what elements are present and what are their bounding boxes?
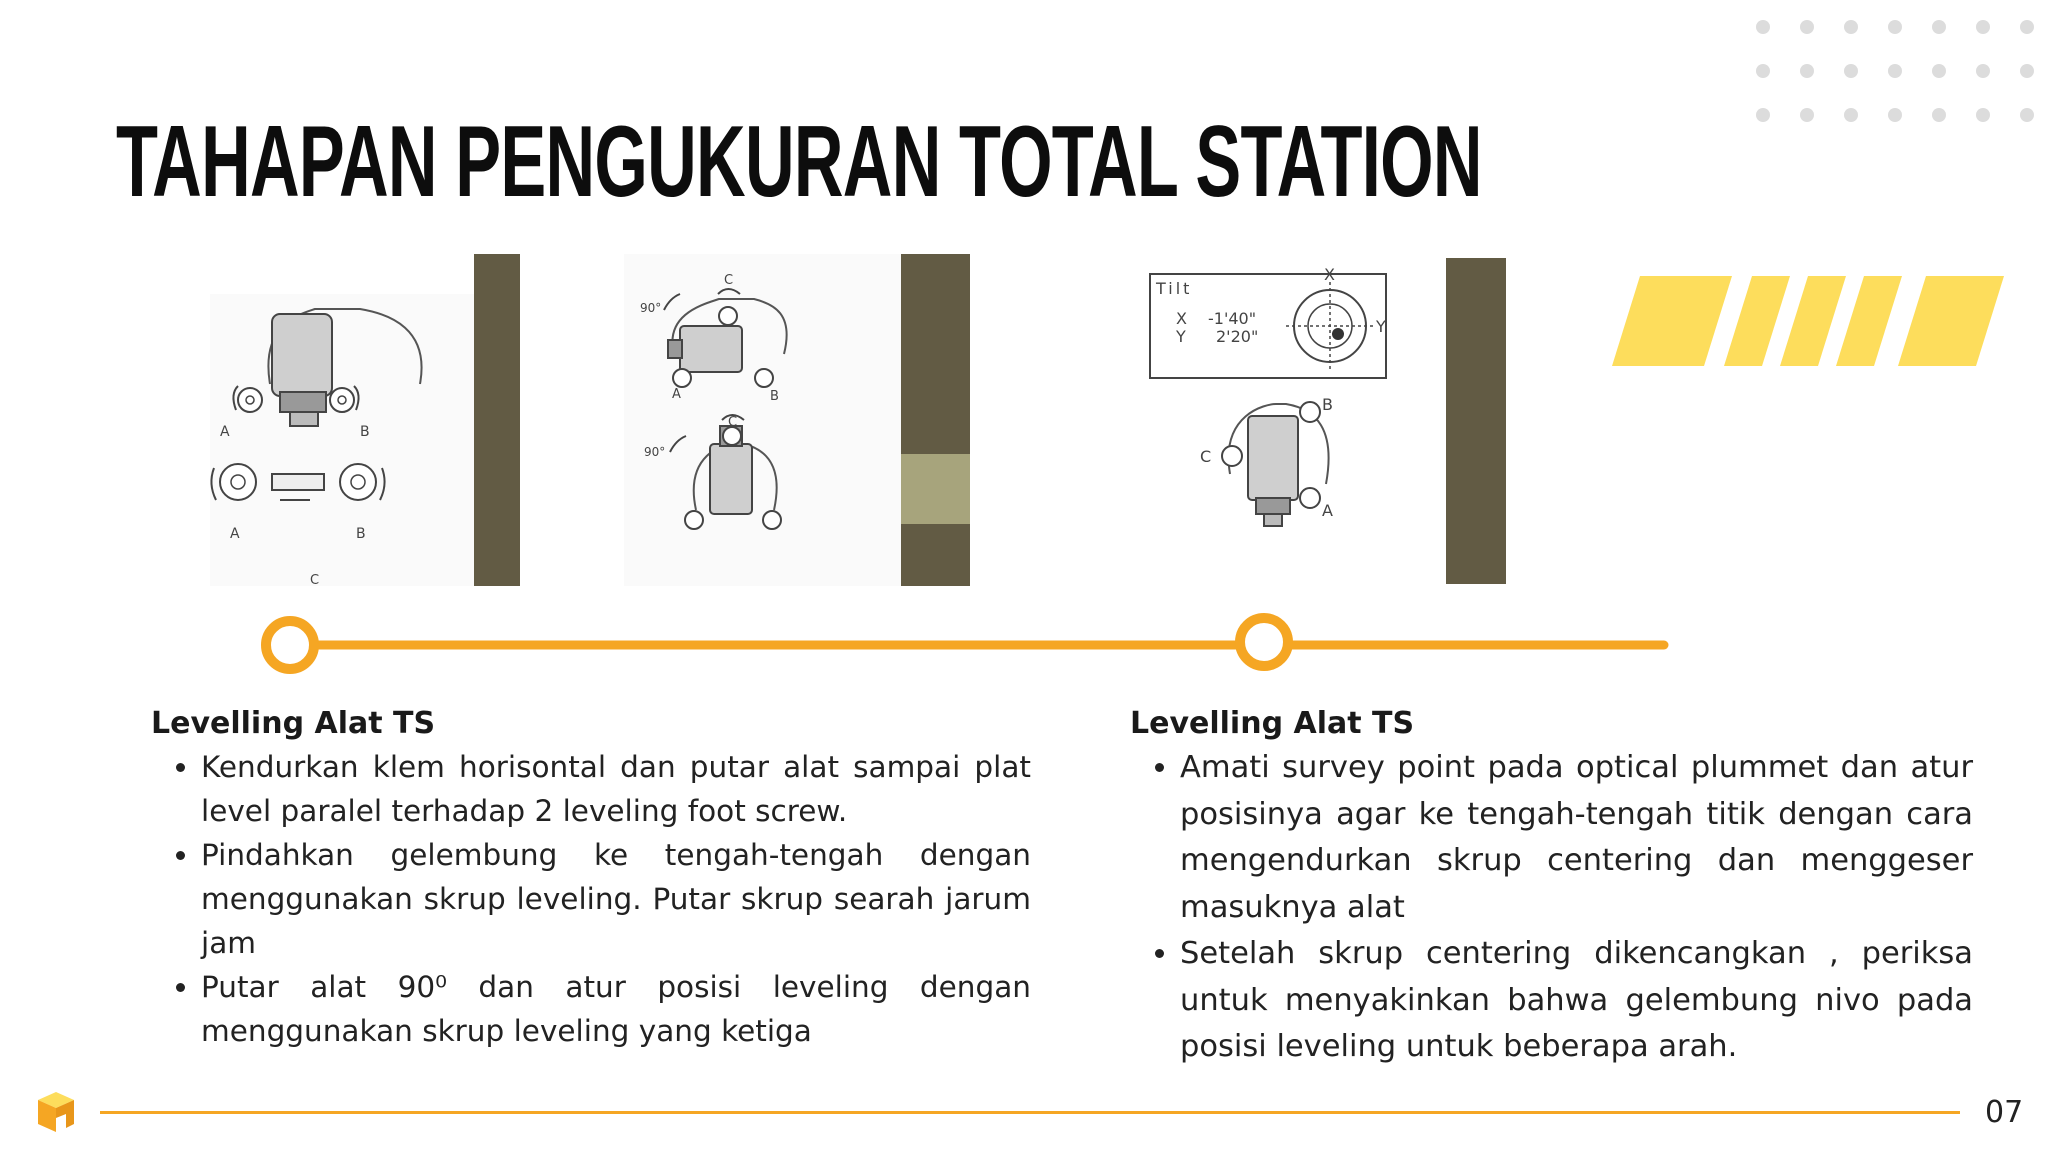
decor-dot: [1800, 20, 1814, 34]
tilt-diagram: [1146, 254, 1446, 584]
decor-dot: [2020, 20, 2034, 34]
bullet-list: [1130, 745, 1973, 1071]
label-b: B: [356, 526, 366, 542]
label-90: 90°: [640, 301, 662, 315]
label-c: C: [724, 273, 734, 288]
list-item: • Setelah skrup centering dikencangkan , periksa untuk menyakinkan bahwa gelembung nivo pada posisi leveling untuk beberapa arah.: [1180, 931, 1973, 1071]
section-right: [1130, 704, 1973, 1071]
decor-dot: [1844, 64, 1858, 78]
list-item: • Pindahkan gelembung ke tengah-tengah dengan menggunakan skrup leveling. Putar skrup searah jarum jam: [201, 833, 1031, 965]
timeline: [260, 612, 1680, 682]
decor-dot: [1756, 64, 1770, 78]
decor-dot: [1888, 64, 1902, 78]
section-left: [151, 704, 1031, 1053]
decor-dot: [1932, 108, 1946, 122]
x-value: -1'40": [1208, 309, 1257, 328]
page-number: 07: [1985, 1095, 2024, 1130]
label-a: A: [230, 526, 240, 542]
y-value: 2'20": [1216, 327, 1259, 346]
bullet-list: [151, 745, 1031, 1053]
y-label: Y: [1176, 327, 1186, 346]
label-c: C: [310, 573, 320, 586]
axis-y: Y: [1376, 317, 1386, 336]
decor-dot: [1976, 108, 1990, 122]
decor-dot: [1844, 108, 1858, 122]
brand-logo-icon: [34, 1090, 78, 1134]
dot-grid-decoration: [1756, 20, 2046, 130]
section-heading: Levelling Alat TS: [151, 706, 436, 741]
tilt-label: Tilt: [1156, 279, 1193, 298]
timeline-node-2: [1240, 618, 1288, 666]
page-title: TAHAPAN PENGUKURAN TOTAL STATION: [116, 106, 1482, 218]
decor-dot: [1756, 20, 1770, 34]
label-a: A: [220, 424, 230, 440]
section-heading: Levelling Alat TS: [1130, 706, 1415, 741]
decor-dot: [1800, 64, 1814, 78]
list-item: • Kendurkan klem horisontal dan putar alat sampai plat level paralel terhadap 2 leveling foot screw.: [201, 745, 1031, 833]
decor-dot: [1888, 20, 1902, 34]
decor-dot: [1932, 64, 1946, 78]
label-b: B: [1322, 395, 1333, 414]
label-b: B: [770, 389, 779, 404]
footer-divider: [100, 1111, 1960, 1114]
decor-dot: [1976, 20, 1990, 34]
x-label: X: [1176, 309, 1187, 328]
decor-dot: [1844, 20, 1858, 34]
figure-leveling-step-1: [190, 254, 520, 586]
timeline-node-1: [266, 621, 314, 669]
label-a: A: [1322, 501, 1333, 520]
label-90: 90°: [644, 445, 666, 459]
list-item: • Putar alat 90⁰ dan atur posisi leveling dengan menggunakan skrup leveling yang ketiga: [201, 965, 1031, 1053]
decor-dot: [1800, 108, 1814, 122]
leveling-diagram-2: [624, 254, 904, 586]
decor-dot: [1976, 64, 1990, 78]
decor-dot: [1888, 108, 1902, 122]
figure-side-bar: [901, 254, 970, 586]
decor-dot: [2020, 108, 2034, 122]
label-a: A: [672, 387, 681, 402]
leveling-diagram-1: [190, 254, 520, 586]
figure-side-bar: [1446, 258, 1506, 584]
decor-dot: [1932, 20, 1946, 34]
axis-x: X: [1324, 265, 1335, 284]
list-item: • Amati survey point pada optical plummet dan atur posisinya agar ke tengah-tengah titik dengan cara mengendurkan skrup centering dan menggeser masuknya alat: [1180, 745, 1973, 931]
figure-leveling-step-2: [624, 254, 970, 586]
figure-side-bar-highlight: [901, 454, 970, 524]
label-b: B: [360, 424, 370, 440]
label-c: C: [728, 415, 738, 430]
decor-dot: [2020, 64, 2034, 78]
figure-side-bar: [474, 254, 520, 586]
figure-optical-plummet: [1146, 254, 1506, 584]
stripes-decoration: [1612, 276, 2012, 366]
decor-dot: [1756, 108, 1770, 122]
label-c: C: [1200, 447, 1212, 466]
